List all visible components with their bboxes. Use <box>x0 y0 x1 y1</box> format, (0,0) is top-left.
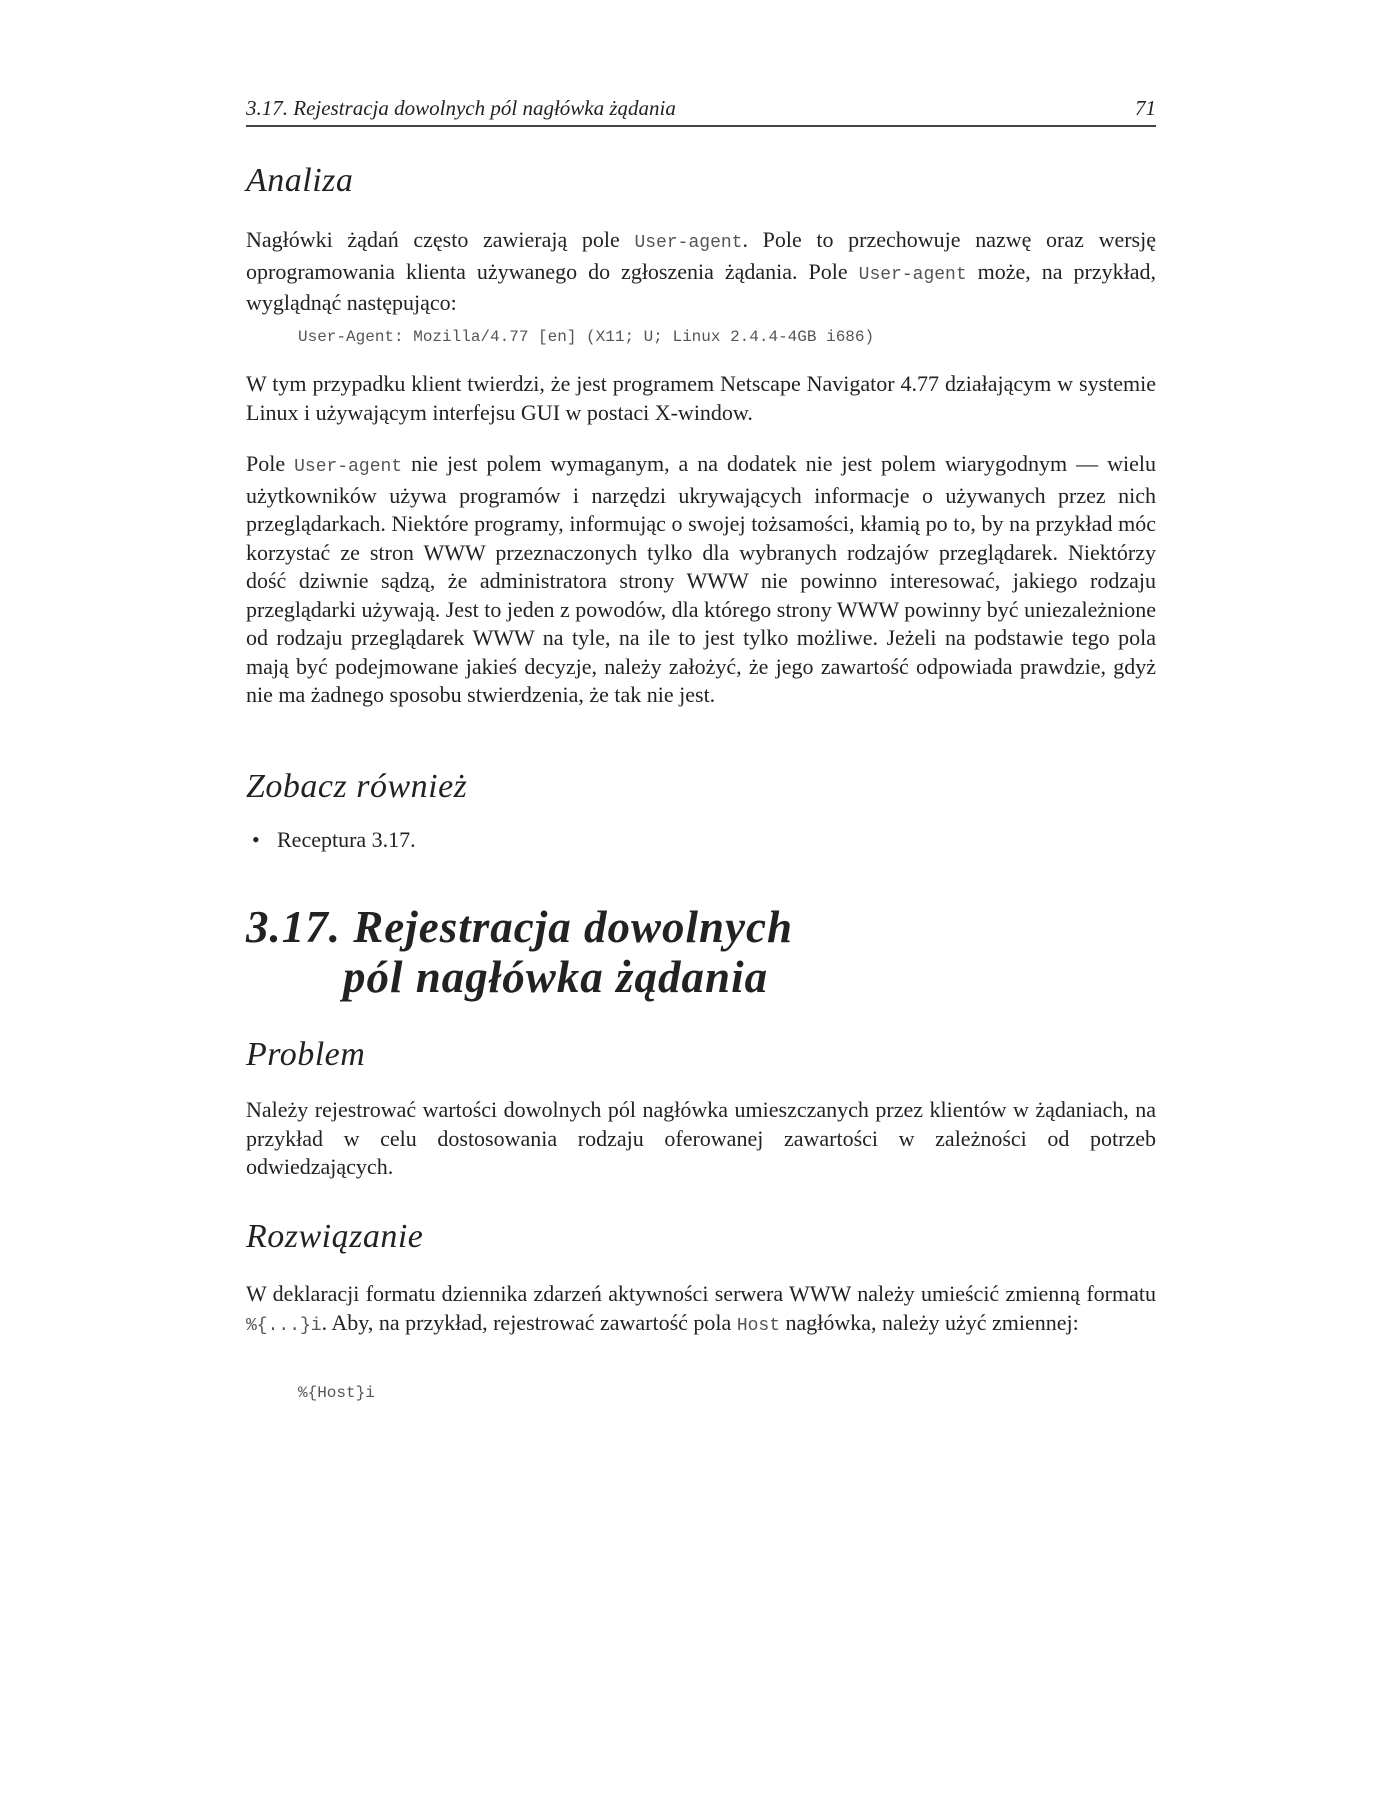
code-user-agent: User-agent <box>634 233 743 253</box>
zobacz-heading: Zobacz również <box>246 768 468 805</box>
analiza-paragraph-1 <box>246 226 1156 318</box>
bullet-icon: • <box>252 827 260 852</box>
running-head <box>246 96 1156 127</box>
analiza-p3-text-2: nie jest polem wymaganym, a na dodatek nie jest polem wiarygodnym — wielu użytkowników używa programów i narzędzi ukrywających informacje o używanych przez nich przeglądarkach. Niektóre programy, informując o swojej tożsamości, kłamią po to, by na przykład móc korzystać ze stron WWW przeznaczonych tylko dla wybranych rodzajów przeglądarek. Niektórzy dość dziwnie sądzą, że administratora strony WWW nie powinno interesować, jakiego rodzaju przeglądarki używają. Jest to jeden z powodów, dla którego strony WWW powinny być uniezależnione od rodzaju przeglądarek WWW na tyle, na ile to jest tylko możliwe. Jeżeli na podstawie tego pola mają być podejmowane jakieś decyzje, należy założyć, że jego zawartość odpowiada prawdzie, gdyż nie ma żadnego sposobu stwierdzenia, że tak nie jest. <box>246 451 1156 707</box>
section-title-line-1: 3.17. Rejestracja dowolnych <box>246 902 793 952</box>
code-host: Host <box>736 1315 781 1336</box>
section-title-block <box>246 902 1156 1002</box>
rozwiazanie-p1-text-1: W deklaracji formatu dziennika zdarzeń aktywności serwera WWW należy umieścić zmienną formatu <box>246 1281 1156 1306</box>
analiza-paragraph-2 <box>246 370 1156 427</box>
page-number: 71 <box>1135 96 1156 120</box>
running-head-title: 3.17. Rejestracja dowolnych pól nagłówka żądania <box>246 96 676 120</box>
analiza-code-block <box>298 328 1158 346</box>
problem-heading: Problem <box>246 1036 366 1073</box>
code-example-user-agent: User-Agent: Mozilla/4.77 [en] (X11; U; Linux 2.4.4-4GB i686) <box>298 328 875 346</box>
section-analiza <box>246 162 1156 200</box>
problem-text: Należy rejestrować wartości dowolnych pól nagłówka umieszczanych przez klientów w żądaniach, na przykład w celu dostosowania rodzaju oferowanej zawartości w zależności od potrzeb odwiedzających. <box>246 1097 1156 1179</box>
zobacz-list <box>246 826 1156 854</box>
code-user-agent: User-agent <box>294 457 403 477</box>
rozwiazanie-heading: Rozwiązanie <box>246 1218 424 1255</box>
problem-paragraph <box>246 1096 1156 1182</box>
section-title-line-2: pól nagłówka żądania <box>343 952 769 1002</box>
analiza-p1-text-2: . Pole to przechowuje nazwę oraz wersję oprogramowania klienta używanego do zgłoszenia żądania. Pole <box>246 227 1156 284</box>
analiza-paragraph-3 <box>246 450 1156 710</box>
rozwiazanie-paragraph <box>246 1280 1156 1340</box>
section-title <box>246 902 1156 1002</box>
analiza-p3-text-1: Pole <box>246 451 295 476</box>
section-problem <box>246 1036 1156 1074</box>
analiza-p2-text: W tym przypadku klient twierdzi, że jest programem Netscape Navigator 4.77 działającym w systemie Linux i używającym interfejsu GUI w postaci X-window. <box>246 371 1156 425</box>
section-zobacz <box>246 768 1156 806</box>
code-example-host: %{Host}i <box>298 1384 375 1402</box>
rozwiazanie-p1-text-3: nagłówka, należy użyć zmiennej: <box>780 1309 1079 1335</box>
section-rozwiazanie <box>246 1218 1156 1256</box>
code-user-agent: User-agent <box>858 264 967 285</box>
analiza-p1-text-1: Nagłówki żądań często zawierają pole <box>246 227 635 252</box>
zobacz-item-label: Receptura 3.17. <box>277 827 416 852</box>
analiza-p1-text-3: może, na przykład, wyglądnąć następująco: <box>246 258 1157 315</box>
rozwiazanie-code-block <box>298 1384 1158 1402</box>
rozwiazanie-p1-text-2: . Aby, na przykład, rejestrować zawartość pola <box>321 1309 737 1335</box>
code-format-variable: %{...}i <box>246 1315 322 1336</box>
list-item <box>246 826 1156 854</box>
analiza-heading: Analiza <box>246 162 354 199</box>
